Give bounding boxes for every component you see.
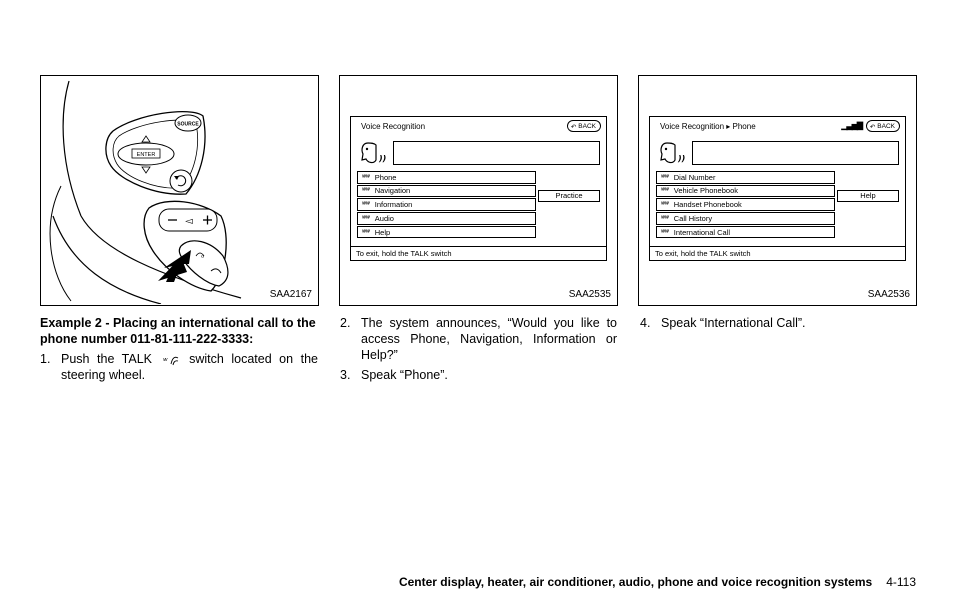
screen-title: Voice Recognition [361,122,426,131]
figure-phone-menu [638,75,917,306]
menu-label: Help [374,227,391,237]
step-2 [340,315,617,363]
menu-item-audio[interactable] [357,212,536,225]
step-1-text-b: switch located on the steering wheel. [61,352,318,382]
enter-button-label: ENTER [136,152,156,158]
talk-icon: ʷʷ [362,173,370,181]
menu-label: Vehicle Phonebook [673,186,738,196]
talk-icon: ʷʷ [661,214,669,222]
svg-text:◅: ◅ [185,216,193,227]
menu-label: Call History [673,213,713,223]
step-number: 4. [640,316,651,330]
svg-text:ᵅ: ᵅ [201,253,205,262]
menu-item-navigation[interactable] [357,185,536,198]
menu-item-dial-number[interactable] [656,171,835,184]
text-column-2 [340,315,617,383]
recognition-text-box [393,141,600,165]
back-icon: ↶ [570,123,577,131]
page-footer [399,575,916,589]
practice-button[interactable]: Practice [538,190,600,202]
talk-icon: ʷʷ [362,214,370,222]
menu-item-call-history[interactable] [656,212,835,225]
talk-icon: ʷʷ [362,201,370,209]
talk-switch-icon [160,353,182,367]
menu-list [656,171,835,239]
menu-item-phone[interactable] [357,171,536,184]
back-label: BACK [877,123,895,130]
back-button[interactable] [567,120,601,132]
step-2-text: The system announces, “Would you like to access Phone, Navigation, Information or Help?” [361,316,617,362]
step-3-text: Speak “Phone”. [361,368,448,382]
svg-text:ʷ: ʷ [162,356,168,367]
menu-label: Dial Number [673,172,716,182]
talk-icon: ʷʷ [661,201,669,209]
menu-label: Handset Phonebook [673,200,742,210]
step-number: 3. [340,368,351,382]
display-screen [649,116,906,261]
step-number: 1. [40,352,51,366]
talk-icon: ʷʷ [661,228,669,236]
menu-label: International Call [673,227,731,237]
source-button-label: SOURCE [177,121,199,128]
voice-recognition-icon [659,140,689,166]
back-icon: ↶ [869,123,876,131]
talk-icon: ʷʷ [362,228,370,236]
menu-item-information[interactable] [357,198,536,211]
screen-title: Voice Recognition ▸ Phone [660,122,756,131]
menu-item-vehicle-phonebook[interactable] [656,185,835,198]
menu-item-help[interactable] [357,226,536,239]
figure-id: SAA2535 [568,289,611,300]
recognition-text-box [692,141,899,165]
screen-footer: To exit, hold the TALK switch [650,246,905,262]
menu-label: Navigation [374,186,411,196]
screen-footer: To exit, hold the TALK switch [351,246,606,262]
talk-icon: ʷʷ [661,173,669,181]
menu-label: Audio [374,213,394,223]
figure-steering-switch [40,75,319,306]
talk-icon: ʷʷ [362,187,370,195]
back-label: BACK [578,123,596,130]
step-number: 2. [340,316,351,330]
section-title: Center display, heater, air conditioner, audio, phone and voice recognition systems [398,575,873,589]
signal-strength-icon: ▁▃▅▇ [841,121,862,130]
text-column-1 [40,315,318,383]
figure-voice-menu [339,75,618,306]
menu-label: Information [374,200,413,210]
page-number: 4-113 [886,575,916,589]
talk-icon: ʷʷ [661,187,669,195]
text-column-3 [640,315,917,331]
voice-recognition-icon [360,140,390,166]
svg-text:)): )) [678,154,686,163]
help-button[interactable]: Help [837,190,899,202]
display-screen [350,116,607,261]
step-4-text: Speak “International Call”. [661,316,806,330]
steering-switch-illustration [41,76,317,304]
back-button[interactable] [866,120,900,132]
menu-label: Phone [374,172,397,182]
step-4 [640,315,917,331]
menu-item-international-call[interactable] [656,226,835,239]
menu-item-handset-phonebook[interactable] [656,198,835,211]
example-heading: Example 2 - Placing an international call to the phone number 011-81-111-222-3333: [40,316,316,346]
step-1 [40,351,318,383]
menu-list [357,171,536,239]
step-1-text-a: Push the TALK [61,352,153,366]
svg-text:)): )) [379,154,387,163]
step-3 [340,367,617,383]
figure-id: SAA2167 [269,289,312,300]
figure-id: SAA2536 [867,289,910,300]
